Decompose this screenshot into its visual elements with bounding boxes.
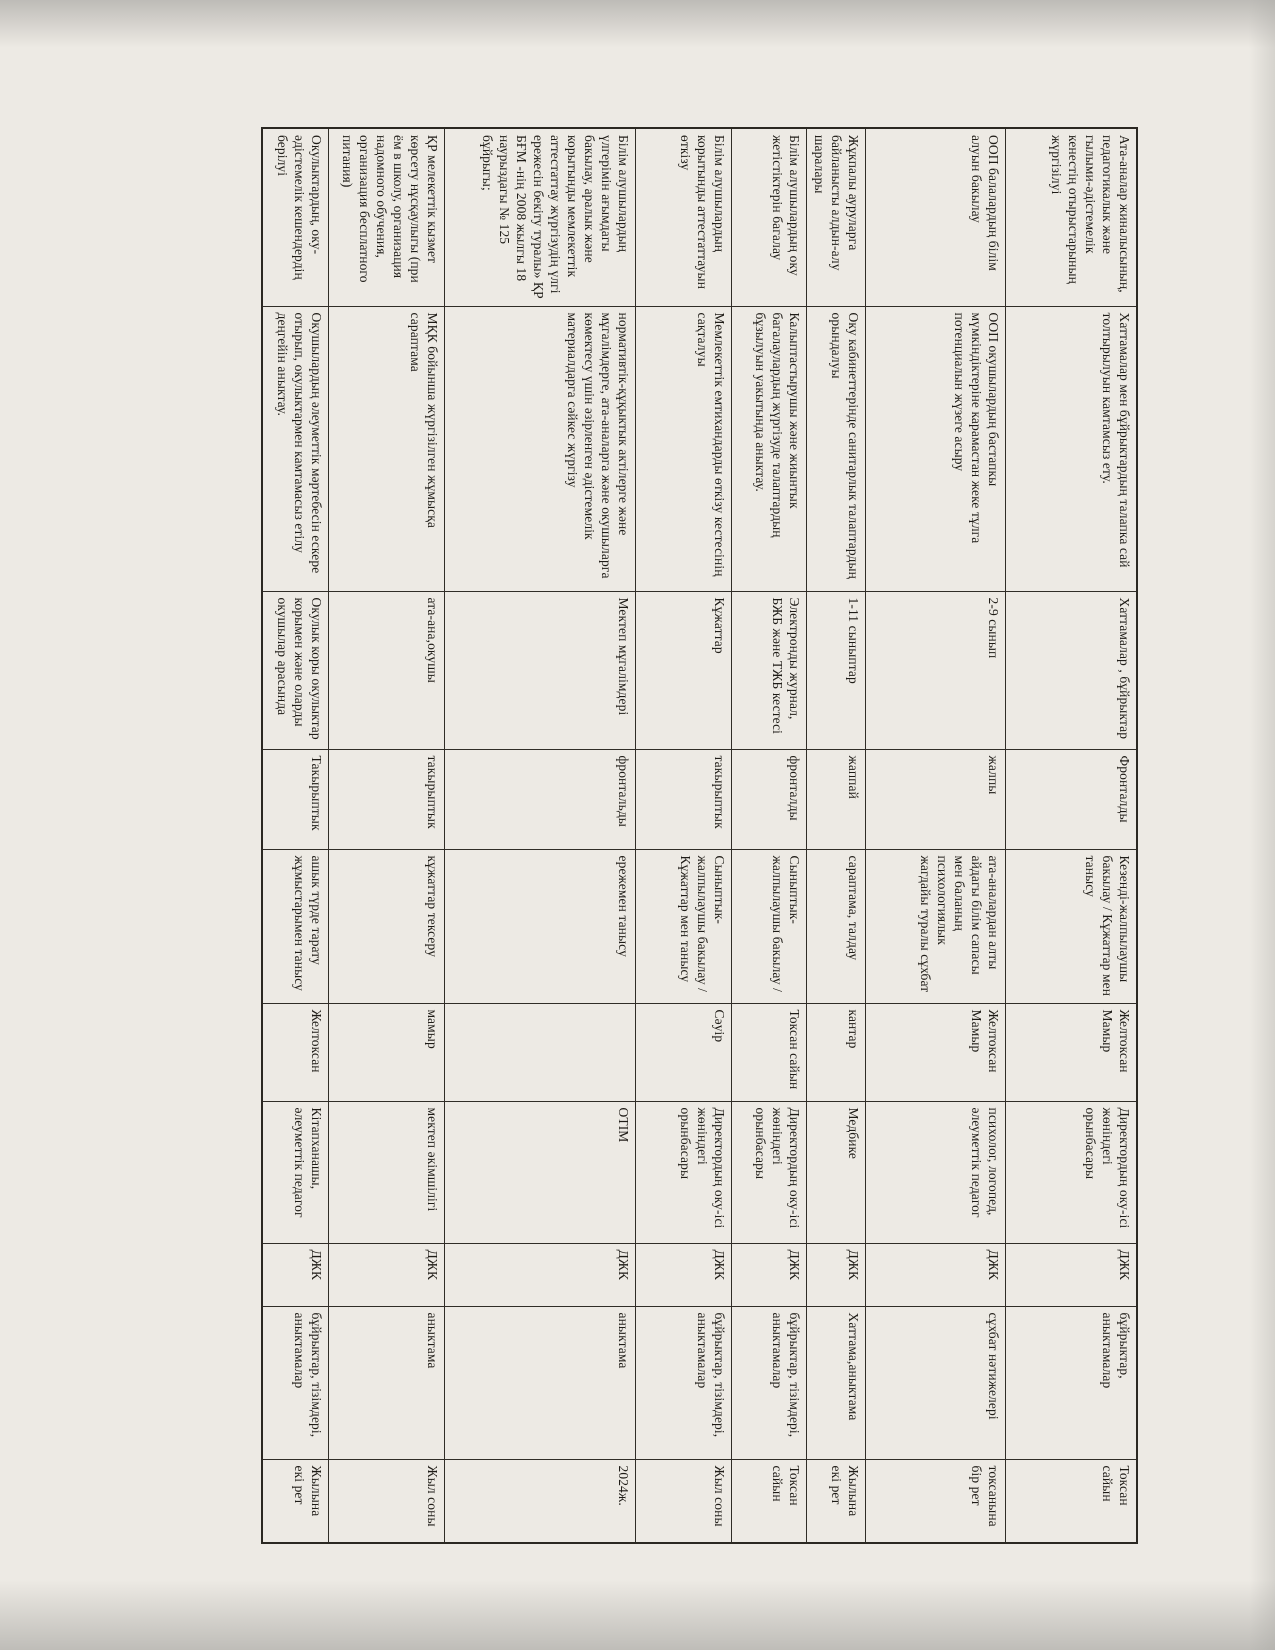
inspection-plan-table bbox=[261, 127, 1138, 1544]
table-cell-r2c6: Желтоксан Мамыр bbox=[866, 1003, 1006, 1101]
table-cell-r7c2: МҚК бойынша жүргізілген жұмысқа сараптама bbox=[329, 306, 445, 591]
table-cell-r5c9: бұйрыктар, тізімдері, аныктамалар bbox=[636, 1306, 732, 1459]
table-cell-r7c7: мектеп әкімшілігі bbox=[329, 1101, 445, 1243]
table-cell-r4c8: ДЖК bbox=[732, 1243, 807, 1306]
table-cell-r5c7: Директордың оку-ісі жөніндегі орынбасары bbox=[636, 1101, 732, 1243]
table-cell-r8c5: ашык түрде тарату жұмыстарымен танысу bbox=[262, 849, 329, 1003]
table-cell-r8c3: Окулык коры окулыктар корымен және оларды окушылар арасында bbox=[262, 591, 329, 749]
table-cell-r6c9: аныктама bbox=[445, 1306, 636, 1459]
table-cell-r6c2: нормативтік-құқыктык актілерге және мұгалімдерге, ата-аналарга және окушыларга көмектесу үшін әзірленген әдістемелік материалдарга сәйкес жүргізу bbox=[445, 306, 636, 591]
table-cell-r1c10: Токсан сайын bbox=[1006, 1459, 1137, 1543]
table-cell-r1c2: Хаттамалар мен бұйрыктардың талапка сай толтырылуын камтамсыз ету. bbox=[1006, 306, 1137, 591]
table-cell-r1c3: Хаттамалар , бұйрыктар bbox=[1006, 591, 1137, 749]
scanner-edge-bottom bbox=[0, 1580, 1275, 1650]
table-cell-r4c4: фронталды bbox=[732, 749, 807, 849]
table-cell-r6c5: ережемен танысу bbox=[445, 849, 636, 1003]
table-cell-r4c2: Калыптастырушы және жиынтык багалаулардың жүргізуде талаптардың бұзылуын уакытында аныктау. bbox=[732, 306, 807, 591]
table-row bbox=[732, 128, 807, 1543]
table-cell-r2c3: 2-9 сынып bbox=[866, 591, 1006, 749]
table-row bbox=[329, 128, 445, 1543]
table-cell-r7c9: аныктама bbox=[329, 1306, 445, 1459]
table-row bbox=[807, 128, 866, 1543]
table-cell-r7c10: Жыл соны bbox=[329, 1459, 445, 1543]
table-cell-r2c4: жалпы bbox=[866, 749, 1006, 849]
table-cell-r2c7: психолог, логопед, әлеуметтік педагог bbox=[866, 1101, 1006, 1243]
table-cell-r1c8: ДЖК bbox=[1006, 1243, 1137, 1306]
table-cell-r5c8: ДЖК bbox=[636, 1243, 732, 1306]
table-cell-r1c1: Ата-аналар жиналысының, педагогикалык және гылыми-әдістемелік кенестің отырыстарының жүргізілуі bbox=[1006, 128, 1137, 306]
scanner-edge-right bbox=[1249, 0, 1275, 1650]
table-cell-r5c2: Мемлекеттік емтихандарды өткізу кестесінің сақталуы bbox=[636, 306, 732, 591]
scanner-edge-left bbox=[0, 0, 92, 1650]
table-cell-r8c1: Окулыктардың, оку-әдістемелік кешендердің берілуі bbox=[262, 128, 329, 306]
table-cell-r5c5: Сыныптык-жалпылаушы бакылау / Кұжаттар мен танысу bbox=[636, 849, 732, 1003]
table-cell-r1c9: бұйрыктар, аныктамалар bbox=[1006, 1306, 1137, 1459]
table-cell-r4c10: Токсан сайын bbox=[732, 1459, 807, 1543]
table-cell-r8c9: бұйрыктар, тізімдері, аныктамалар bbox=[262, 1306, 329, 1459]
table-cell-r7c8: ДЖК bbox=[329, 1243, 445, 1306]
table-cell-r8c10: Жылына екі рет bbox=[262, 1459, 329, 1543]
table-cell-r3c6: кантар bbox=[807, 1003, 866, 1101]
table-cell-r2c5: ата-аналардан алты айдагы білім сапасы мен баланың психологиялык жагдайы туралы сұхбат bbox=[866, 849, 1006, 1003]
table-cell-r6c6 bbox=[445, 1003, 636, 1101]
table-row bbox=[636, 128, 732, 1543]
table-cell-r2c9: сұхбат нәтижелері bbox=[866, 1306, 1006, 1459]
table-cell-r3c10: Жылына екі рет bbox=[807, 1459, 866, 1543]
table-cell-r3c1: Жұкпалы ауруларга байланысты алдын-алу шаралары bbox=[807, 128, 866, 306]
table-cell-r3c9: Хаттама,аныктама bbox=[807, 1306, 866, 1459]
table-row bbox=[866, 128, 1006, 1543]
table-cell-r4c9: бұйрыктар, тізімдері, аныктамалар bbox=[732, 1306, 807, 1459]
table-row bbox=[445, 128, 636, 1543]
table-cell-r8c6: Желтоксан bbox=[262, 1003, 329, 1101]
table-row bbox=[1006, 128, 1137, 1543]
table-cell-r7c6: мамыр bbox=[329, 1003, 445, 1101]
table-cell-r4c7: Директордың оку-ісі жөніндегі орынбасары bbox=[732, 1101, 807, 1243]
table-cell-r8c8: ДЖК bbox=[262, 1243, 329, 1306]
table-cell-r7c3: ата-ана,окушы bbox=[329, 591, 445, 749]
table-cell-r2c10: токсанына бір рет bbox=[866, 1459, 1006, 1543]
table-cell-r1c4: Фронталды bbox=[1006, 749, 1137, 849]
table-cell-r4c3: Электронды журнал, БЖБ және ТЖБ кестесі bbox=[732, 591, 807, 749]
table-cell-r3c7: Медбике bbox=[807, 1101, 866, 1243]
table-cell-r6c4: фронтальды bbox=[445, 749, 636, 849]
table-cell-r5c3: Кұжаттар bbox=[636, 591, 732, 749]
table-cell-r6c10: 2024ж. bbox=[445, 1459, 636, 1543]
table-cell-r5c1: Білім алушылардың корытынды аттестаттауын өткізу bbox=[636, 128, 732, 306]
scanner-edge-top bbox=[0, 0, 1275, 48]
table-cell-r5c6: Сәуір bbox=[636, 1003, 732, 1101]
table-cell-r4c5: Сыныптык-жалпылаушы бакылау / bbox=[732, 849, 807, 1003]
table-cell-r2c2: ООП окушылардың бастапкы мүмкіндіктеріне карамастан жеке тұлга потенциалын жүзеге асыру bbox=[866, 306, 1006, 591]
table-cell-r4c1: Білім алушылардың оку жетістіктерін багалау bbox=[732, 128, 807, 306]
table-cell-r7c4: такырыптык bbox=[329, 749, 445, 849]
rotated-table-wrapper bbox=[261, 127, 1138, 1542]
table-cell-r8c4: Такырыптык bbox=[262, 749, 329, 849]
table-cell-r6c3: Мектеп мұгалімдері bbox=[445, 591, 636, 749]
table-cell-r3c5: сараптама, талдау bbox=[807, 849, 866, 1003]
table-row bbox=[262, 128, 329, 1543]
table-cell-r3c4: жаппай bbox=[807, 749, 866, 849]
table-cell-r6c8: ДЖК bbox=[445, 1243, 636, 1306]
table-cell-r6c1: Білім алушылардың үлгерімін ағымдагы бакылау, аралык және корытынды мемлекеттік аттестаттау жүргізудің үлгі ережесін бекіту туралы» ҚР БҒМ -нің 2008 жылгы 18 наурыздагы № 125 бұйрыгы; bbox=[445, 128, 636, 306]
table-cell-r7c1: ҚР мелекеттік кызмет көрсету нұсқаулыгы (при ём в школу, организация надомного обучения, организация бесплатного питания) bbox=[329, 128, 445, 306]
table-cell-r1c6: Желтоксан Мамыр bbox=[1006, 1003, 1137, 1101]
table-cell-r3c2: Оку кабинеттерінде санитарлык талаптардың орындалуы bbox=[807, 306, 866, 591]
table-cell-r8c2: Окушылардың әлеуметтік мәртебесін ескере отырып, окулыктармен камтамасыз етілу деңгейін аныктау. bbox=[262, 306, 329, 591]
table-cell-r3c3: 1-11 сыныптар bbox=[807, 591, 866, 749]
table-cell-r5c10: Жыл соны bbox=[636, 1459, 732, 1543]
table-cell-r5c4: такырыптык bbox=[636, 749, 732, 849]
table-cell-r2c1: ООП балалардың білім алуын бакылау bbox=[866, 128, 1006, 306]
table-cell-r3c8: ДЖК bbox=[807, 1243, 866, 1306]
table-cell-r8c7: Кітапханашы, әлеуметтік педагог bbox=[262, 1101, 329, 1243]
table-cell-r7c5: кұжаттар тексеру bbox=[329, 849, 445, 1003]
table-cell-r1c7: Директордың оку-ісі жөніндегі орынбасары bbox=[1006, 1101, 1137, 1243]
table-cell-r4c6: Токсан сайын bbox=[732, 1003, 807, 1101]
table-cell-r1c5: Кезенді-жалпылаушы бакылау / Кұжаттар мен танысу bbox=[1006, 849, 1137, 1003]
table-cell-r6c7: ОТІМ bbox=[445, 1101, 636, 1243]
table-cell-r2c8: ДЖК bbox=[866, 1243, 1006, 1306]
